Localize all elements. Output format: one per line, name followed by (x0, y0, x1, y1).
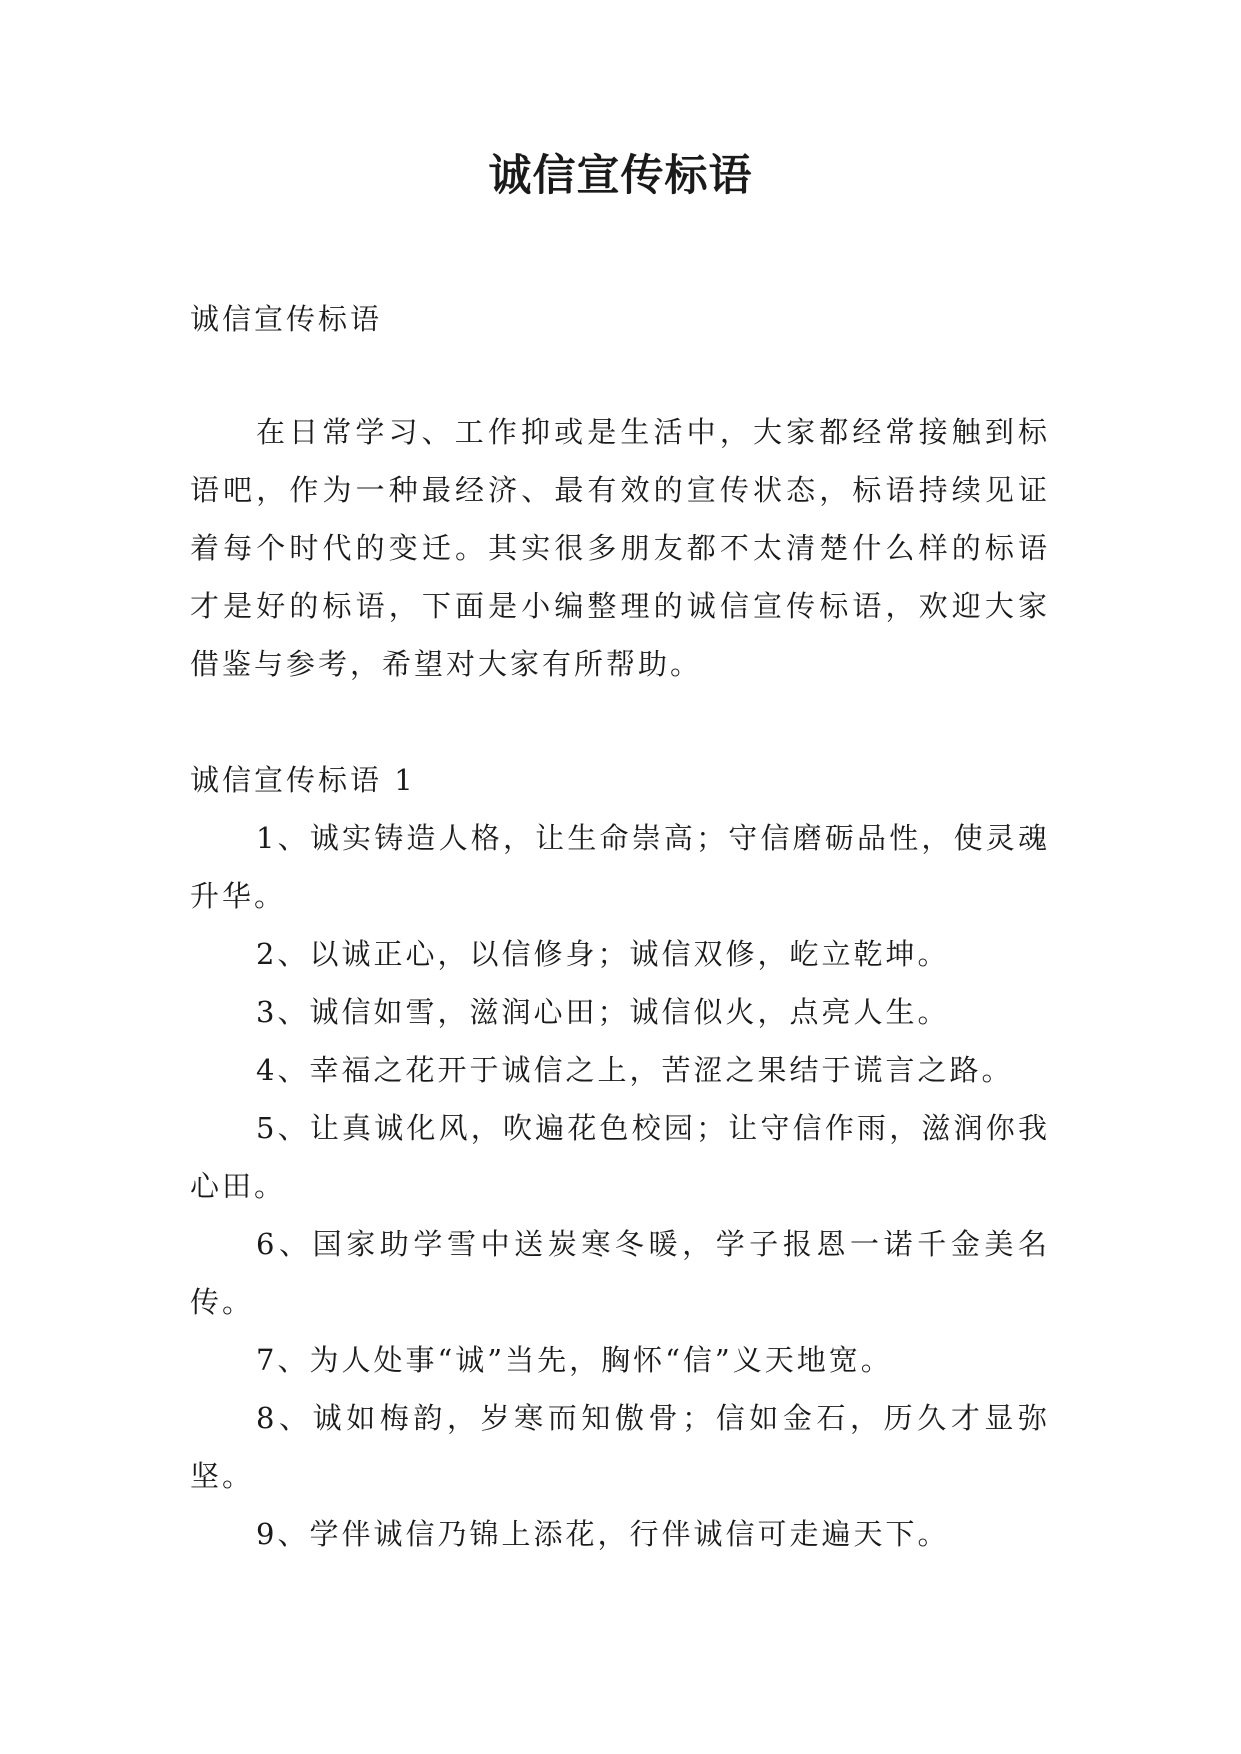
document-title: 诚信宣传标语 (488, 151, 753, 201)
intro-paragraph: 在日常学习、工作抑或是生活中，大家都经常接触到标语吧，作为一种最经济、最有效的宣传状态，标语持续见证着每个时代的变迁。其实很多朋友都不太清楚什么样的标语才是好的标语，下面是小编整理的诚信宣传标语，欢迎大家借鉴与参考，希望对大家有所帮助。 (190, 415, 1050, 681)
document-body (190, 290, 1050, 1563)
slogan-item-5: 5、让真诚化风，吹遍花色校园；让守信作雨，滋润你我心田。 (190, 1111, 1050, 1203)
slogan-item-7: 7、为人处事“诚”当先，胸怀“信”义天地宽。 (256, 1343, 893, 1377)
slogan-item-8: 8、诚如梅韵，岁寒而知傲骨；信如金石，历久才显弥坚。 (190, 1401, 1050, 1493)
document-subtitle: 诚信宣传标语 (190, 302, 383, 336)
section-heading: 诚信宣传标语 1 (190, 763, 416, 797)
slogan-item-2: 2、以诚正心，以信修身；诚信双修，屹立乾坤。 (256, 937, 950, 971)
slogan-list (190, 809, 1050, 1563)
slogan-item-1: 1、诚实铸造人格，让生命崇高；守信磨砺品性，使灵魂升华。 (190, 821, 1050, 913)
slogan-item-4: 4、幸福之花开于诚信之上，苦涩之果结于谎言之路。 (256, 1053, 1014, 1087)
slogan-item-3: 3、诚信如雪，滋润心田；诚信似火，点亮人生。 (256, 995, 950, 1029)
slogan-item-9: 9、学伴诚信乃锦上添花，行伴诚信可走遍天下。 (256, 1517, 950, 1551)
slogan-item-6: 6、国家助学雪中送炭寒冬暖，学子报恩一诺千金美名传。 (190, 1227, 1050, 1319)
